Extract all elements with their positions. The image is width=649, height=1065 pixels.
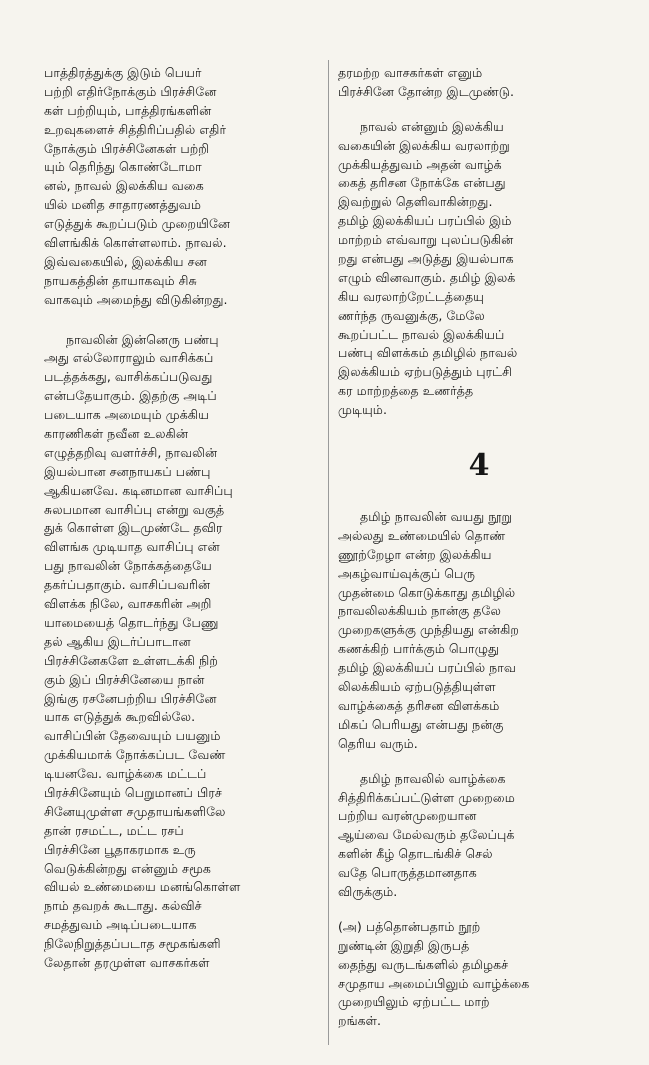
paragraph [338,118,620,420]
text-line: கள் பற்றியும், பாத்திரங்களின் [44,102,212,118]
text-line: படத்தக்கது, வாசிக்கப்படுவது [44,369,213,385]
text-line: யாமையைத் தொடர்ந்து பேணு [44,614,219,630]
text-line: கூறப்பட்ட நாவல் இலக்கியப் [338,326,505,342]
paragraph-gap [338,754,620,770]
text-line: வாசிப்பின் தேவையும் பயனும் [44,728,221,744]
paragraph [338,508,620,754]
text-line: யும் தெரிந்து கொண்டோமா [44,159,202,175]
text-line: இயல்பான சனநாயகப் பண்பு [44,463,211,479]
text-line: யாக எடுத்துக் கூறவில்லே. [44,709,196,725]
text-line: காரணிகள் நவீன உலகின் [44,426,189,442]
text-line: அல்லது உண்மையில் தொண் [338,527,506,543]
text-line: பற்றி எதிர்நோக்கும் பிரச்சினே [44,83,217,99]
text-line: பிரச்சினே தோன்ற இடமுண்டு. [338,83,515,99]
text-line: என்பதேயாகும். இதற்கு அடிப் [44,388,217,404]
text-line: விளக்க நிலே, வாசகரின் அறி [44,596,212,612]
text-line: எடுத்துக் கூறப்படும் முறையினே [44,216,231,232]
text-line: வியல் உண்மையை மனங்கொள்ள [44,879,241,895]
paragraph [338,64,620,102]
text-line: றுண்டின் இறுதி இருபத் [338,937,470,953]
text-line: நிலேநிறுத்தப்படாத சமூகங்களி [44,936,221,952]
text-line: சமுதாய அமைப்பிலும் வாழ்க்கை [338,975,530,991]
text-line: கிய வரலாற்றேட்டத்தையு [338,288,484,304]
text-line: முறைகளுக்கு முந்தியது என்கிற [338,622,519,638]
text-line: ணர்ந்த ருவனுக்கு, மேலே [338,307,485,323]
text-line: விளங்கிக் கொள்ளலாம். நாவல். [44,235,227,251]
text-line: வதே பொருத்தமானதாக [338,865,477,881]
text-line: வாழ்க்கைத் தரிசன விளக்கம் [338,697,500,713]
text-line: டியனவே. வாழ்க்கை மட்டப் [44,766,207,782]
text-line: மிகப் பெரியது என்பது நன்கு [338,716,504,732]
text-line: தான் ரசமட்ட, மட்ட ரசப் [44,822,184,838]
text-line: துக் கொள்ள இடமுண்டே தவிர [44,520,223,536]
text-line: வகையின் இலக்கிய வரலாற்று [338,137,510,153]
text-line: நாவல் என்னும் இலக்கிய [360,118,504,134]
text-line: நாயகத்தின் தாயாகவும் சிசு [44,272,197,288]
text-line: வெடுக்கின்றது என்னும் சமூக [44,860,211,876]
text-line: எழும் வினவாகும். தமிழ் இலக் [338,269,516,285]
text-line: தமிழ் நாவலின் வயது நூறு [360,509,513,525]
text-line: லேதான் தரமுள்ள வாசகர்கள் [44,954,210,970]
text-line: கைத் தரிசன நோக்கே என்பது [338,175,506,191]
text-line: தமிழ் இலக்கியப் பரப்பில் இம் [338,213,512,229]
text-line: யில் மனித சாதாரணத்துவம் [44,197,201,213]
section-number: 4 [468,448,490,484]
text-line: பாத்திரத்துக்கு இடும் பெயர் [44,65,202,80]
paragraph-gap [338,102,620,118]
text-line: தமிழ் இலக்கியப் பரப்பில் நாவ [338,660,516,676]
text-line: முடியும். [338,402,387,418]
text-line: உறவுகளைச் சித்திரிப்பதில் எதிர் [44,121,227,137]
text-line: நாம் தவறக் கூடாது. கல்விச் [44,898,202,914]
text-line: விளங்க முடியாத வாசிப்பு என் [44,539,220,555]
text-line: அது எல்லோராலும் வாசிக்கப் [44,350,214,366]
text-line: இவற்றுல் தெளிவாகின்றது. [338,194,493,210]
text-line: இங்கு ரசனேபற்றிய பிரச்சினே [44,690,217,706]
text-line: முக்கியமாக் நோக்கப்பட வேண் [44,747,226,763]
text-line: அகழ்வாய்வுக்குப் பெரு [338,565,476,581]
text-line: களின் கீழ் தொடங்கிச் செல் [338,846,493,862]
text-line: தெரிய வரும். [338,735,418,751]
paragraph [338,770,620,902]
text-line: சமத்துவம் அடிப்படையாக [44,917,197,933]
paragraph [44,331,320,973]
text-line: இவ்வகையில், இலக்கிய சன [44,253,207,269]
paragraph-gap [44,310,320,331]
text-line: எழுத்தறிவு வளர்ச்சி, நாவலின் [44,444,218,460]
text-line: கும் இப் பிரச்சினேயை நான் [44,671,205,687]
text-line: பது நாவலின் நோக்கத்தையே [44,558,212,574]
text-line: விருக்கும். [338,883,398,899]
text-line: நோக்கும் பிரச்சினேகள் பற்றி [44,140,210,156]
column-divider [328,60,329,1045]
text-line: ஆகியனவே. கடினமான வாசிப்பு [44,482,233,498]
text-line: ஆய்வை மேல்வரும் தலேப்புக் [338,827,515,843]
text-line: றது என்பது அடுத்து இயல்பாக [338,251,514,267]
text-line: மாற்றம் எவ்வாறு புலப்படுகின் [338,232,514,248]
right-column-top [338,64,620,420]
text-line: சித்திரிக்கப்பட்டுள்ள முறைமை [338,789,515,805]
text-line: முக்கியத்துவம் அதன் வாழ்க் [338,156,502,172]
paragraph-gap [338,902,620,918]
paragraph [44,64,320,310]
text-line: பற்றிய வரன்முறையான [338,808,477,824]
text-line: பிரச்சினேயும் பெறுமானப் பிரச் [44,784,222,800]
text-line: முதன்மை கொடுக்காது தமிழில் [338,584,516,600]
text-line: கணக்கிற் பார்க்கும் பொழுது [338,641,500,657]
text-line: றங்கள். [338,1013,382,1029]
text-line: படையாக அமையும் முக்கிய [44,407,209,423]
text-line: நாவலிலக்கியம் நான்கு தலே [338,603,501,619]
paragraph [338,918,620,1031]
text-line: முறையிலும் ஏற்பட்ட மாற் [338,994,490,1010]
text-line: (அ) பத்தொன்பதாம் நூற் [338,918,481,934]
text-line: பிரச்சினேகளே உள்ளடக்கி நிற் [44,652,218,668]
text-line: கர மாற்றத்தை உணர்த்த [338,383,474,399]
text-line: பிரச்சினே பூதாகரமாக உரு [44,841,196,857]
text-line: நாவலின் இன்னெரு பண்பு [66,331,219,347]
text-line: தகர்ப்பதாகும். வாசிப்பவரின் [44,577,211,593]
text-line: தமிழ் நாவலில் வாழ்க்கை [360,770,506,786]
left-column [44,64,320,973]
text-line: னல், நாவல் இலக்கிய வகை [44,178,204,194]
text-line: ணூற்றேழா என்ற இலக்கிய [338,546,492,562]
text-line: தல் ஆகிய இடர்ப்பாடான [44,633,191,649]
text-line: வாகவும் அமைந்து விடுகின்றது. [44,291,228,307]
text-line: சினேயுமுள்ள சமுதாயங்களிலே [44,803,226,819]
right-column [338,64,620,1031]
right-column-bottom [338,508,620,1031]
text-line: லிலக்கியம் ஏற்படுத்தியுள்ள [338,679,496,695]
text-line: தரமற்ற வாசகர்கள் எனும் [338,65,483,80]
text-line: பண்பு விளக்கம் தமிழில் நாவல் [338,345,518,361]
text-line: இலக்கியம் ஏற்படுத்தும் புரட்சி [338,364,513,380]
text-line: சுலபமான வாசிப்பு என்று வகுத் [44,501,225,517]
text-line: தைந்து வருடங்களில் தமிழகச் [338,956,509,972]
